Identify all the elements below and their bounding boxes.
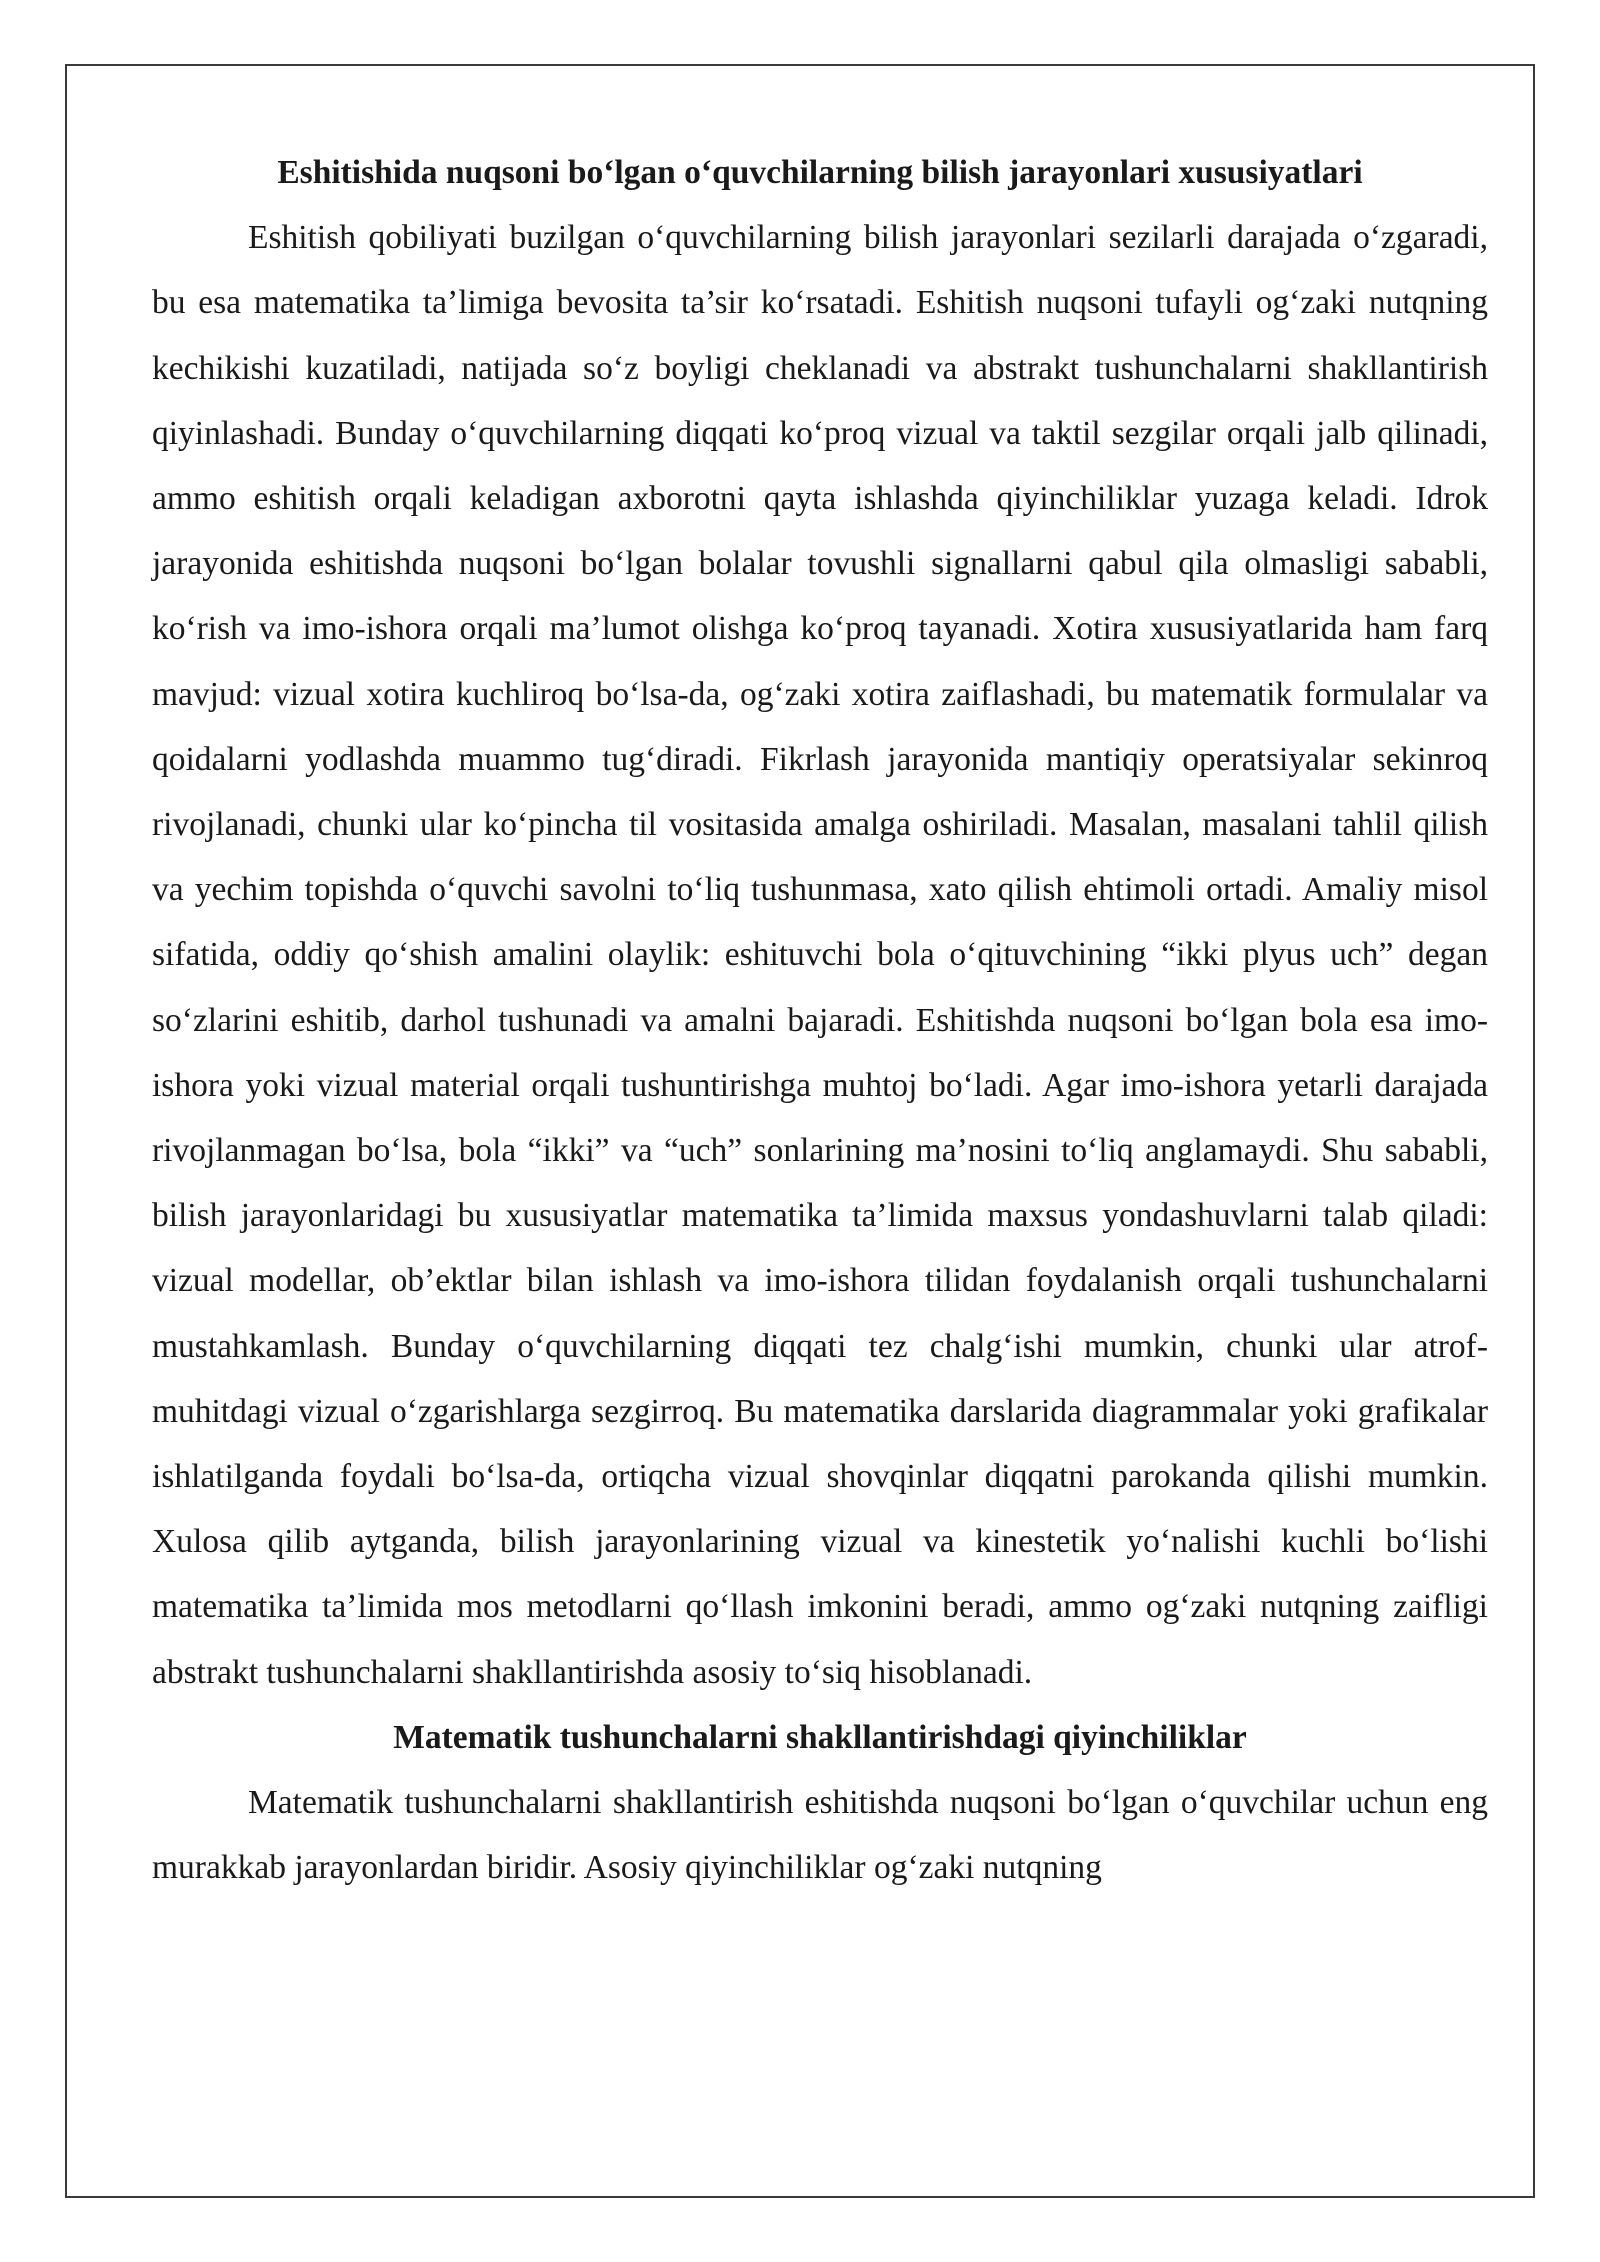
paragraph-cognitive-processes: Eshitish qobiliyati buzilgan o‘quvchilarning bilish jarayonlari sezilarli darajada o‘zgaradi, bu esa matematika ta’limiga bevosita ta’sir ko‘rsatadi. Eshitish nuqsoni tufayli og‘zaki nutqning kechikishi kuzatiladi, natijada so‘z boyligi cheklanadi va abstrakt tushunchalarni shakllantirish qiyinlashadi. Bunday o‘quvchilarning diqqati ko‘proq vizual va taktil sezgilar orqali jalb qilinadi, ammo eshitish orqali keladigan axborotni qayta ishlashda qiyinchiliklar yuzaga keladi. Idrok jarayonida eshitishda nuqsoni bo‘lgan bolalar tovushli signallarni qabul qila olmasligi sababli, ko‘rish va imo-ishora orqali ma’lumot olishga ko‘proq tayanadi. Xotira xususiyatlarida ham farq mavjud: vizual xotira kuchliroq bo‘lsa-da, og‘zaki xotira zaiflashadi, bu matematik formulalar va qoidalarni yodlashda muammo tug‘diradi. Fikrlash jarayonida mantiqiy operatsiyalar sekinroq rivojlanadi, chunki ular ko‘pincha til vositasida amalga oshiriladi. Masalan, masalani tahlil qilish va yechim topishda o‘quvchi savolni to‘liq tushunmasa, xato qilish ehtimoli ortadi. Amaliy misol sifatida, oddiy qo‘shish amalini olaylik: eshituvchi bola o‘qituvchining “ikki plyus uch” degan so‘zlarini eshitib, darhol tushunadi va amalni bajaradi. Eshitishda nuqsoni bo‘lgan bola esa imo-ishora yoki vizual material orqali tushuntirishga muhtoj bo‘ladi. Agar imo-ishora yetarli darajada rivojlanmagan bo‘lsa, bola “ikki” va “uch” sonlarining ma’nosini to‘liq anglamaydi. Shu sababli, bilish jarayonlaridagi bu xususiyatlar matematika ta’limida maxsus yondashuvlarni talab qiladi: vizual modellar, ob’ektlar bilan ishlash va imo-ishora tilidan foydalanish orqali tushunchalarni mustahkamlash. Bunday o‘quvchilarning diqqati tez chalg‘ishi mumkin, chunki ular atrof-muhitdagi vizual o‘zgarishlarga sezgirroq. Bu matematika darslarida diagrammalar yoki grafikalar ishlatilganda foydali bo‘lsa-da, ortiqcha vizual shovqinlar diqqatni parokanda qilishi mumkin. Xulosa qilib aytganda, bilish jarayonlarining vizual va kinestetik yo‘nalishi kuchli bo‘lishi matematika ta’limida mos metodlarni qo‘llash imkonini beradi, ammo og‘zaki nutqning zaifligi abstrakt tushunchalarni shakllantirishda asosiy to‘siq hisoblanadi. xyxy=(152,219,1488,1691)
section-heading-cognitive-processes: Eshitishida nuqsoni bo‘lgan o‘quvchilarning bilish jarayonlari xususiyatlari xyxy=(277,154,1363,191)
section-heading-math-concepts: Matematik tushunchalarni shakllantirishdagi qiyinchiliklar xyxy=(393,1718,1247,1756)
document-body xyxy=(152,140,1488,1900)
paragraph-math-concepts: Matematik tushunchalarni shakllantirish eshitishda nuqsoni bo‘lgan o‘quvchilar uchun eng murakkab jarayonlardan biridir. Asosiy qiyinchiliklar og‘zaki nutqning xyxy=(152,1784,1488,1887)
